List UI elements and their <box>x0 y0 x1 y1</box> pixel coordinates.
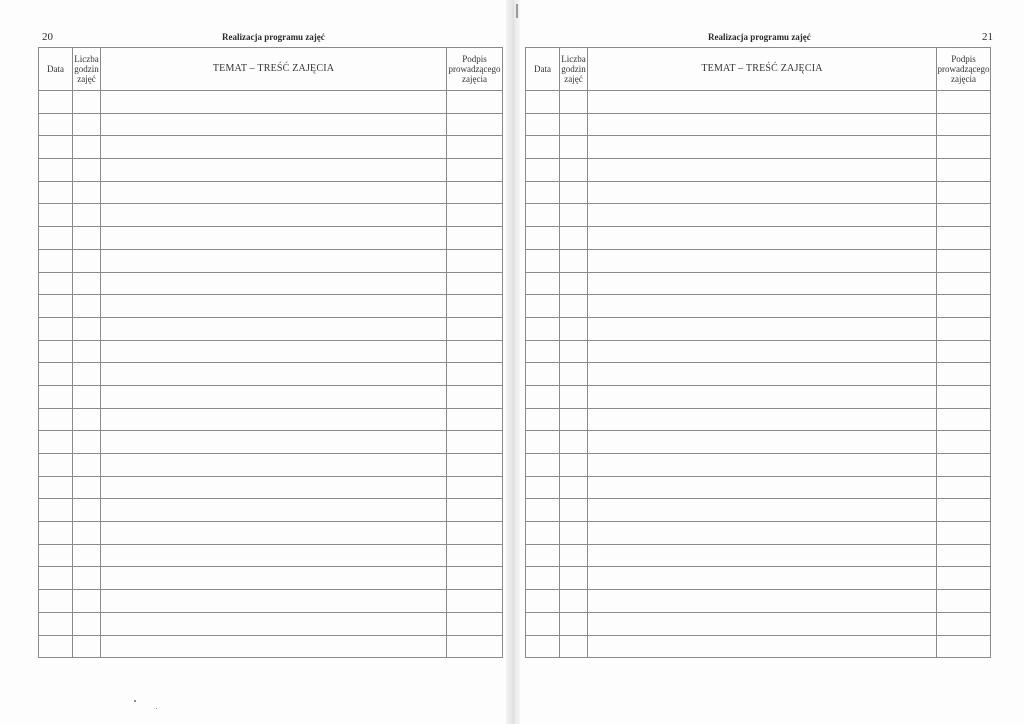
hours-cell <box>73 363 101 386</box>
attendance-table-right <box>525 47 991 658</box>
topic-cell <box>101 91 447 114</box>
date-cell <box>526 181 560 204</box>
table-row <box>39 295 503 318</box>
header-hours-line1: Liczba <box>74 54 99 64</box>
hours-cell <box>560 499 588 522</box>
date-cell <box>526 431 560 454</box>
date-cell <box>526 612 560 635</box>
signature-cell <box>447 136 503 159</box>
date-cell <box>526 363 560 386</box>
table-row <box>39 612 503 635</box>
table-row <box>526 340 991 363</box>
signature-cell <box>447 431 503 454</box>
table-row <box>526 522 991 545</box>
header-date-label: Data <box>534 64 551 74</box>
topic-cell <box>588 612 937 635</box>
table-row <box>39 136 503 159</box>
topic-cell <box>588 363 937 386</box>
topic-cell <box>101 454 447 477</box>
date-cell <box>39 612 73 635</box>
header-sign-line2: prowadzącego <box>448 64 501 74</box>
topic-cell <box>588 522 937 545</box>
table-row <box>526 590 991 613</box>
hours-cell <box>560 340 588 363</box>
date-cell <box>526 295 560 318</box>
signature-cell <box>937 635 991 658</box>
topic-cell <box>101 204 447 227</box>
table-row <box>39 476 503 499</box>
header-topic-label: TEMAT – TREŚĆ ZAJĘCIA <box>701 63 823 74</box>
header-sign-line2: prowadzącego <box>937 64 990 74</box>
topic-cell <box>588 204 937 227</box>
table-row <box>526 544 991 567</box>
date-cell <box>526 113 560 136</box>
date-cell <box>526 91 560 114</box>
table-row <box>526 181 991 204</box>
hours-cell <box>73 227 101 250</box>
topic-cell <box>101 544 447 567</box>
signature-cell <box>937 363 991 386</box>
signature-cell <box>937 249 991 272</box>
table-row <box>39 522 503 545</box>
date-cell <box>39 363 73 386</box>
hours-cell <box>73 272 101 295</box>
table-row <box>39 385 503 408</box>
signature-cell <box>447 295 503 318</box>
hours-cell <box>560 612 588 635</box>
topic-cell <box>588 136 937 159</box>
date-cell <box>39 454 73 477</box>
table-row <box>526 567 991 590</box>
right-page <box>520 0 1024 724</box>
date-cell <box>526 317 560 340</box>
topic-cell <box>588 249 937 272</box>
signature-cell <box>447 567 503 590</box>
topic-cell <box>588 454 937 477</box>
table-row <box>39 227 503 250</box>
column-header-topic <box>588 48 937 91</box>
table-row <box>526 204 991 227</box>
date-cell <box>526 385 560 408</box>
header-date-label: Data <box>47 64 64 74</box>
hours-cell <box>560 408 588 431</box>
signature-cell <box>937 317 991 340</box>
table-row <box>39 113 503 136</box>
hours-cell <box>560 567 588 590</box>
table-row <box>39 454 503 477</box>
signature-cell <box>937 181 991 204</box>
topic-cell <box>101 295 447 318</box>
date-cell <box>39 295 73 318</box>
table-row <box>39 499 503 522</box>
date-cell <box>526 159 560 182</box>
table-row <box>39 567 503 590</box>
topic-cell <box>101 590 447 613</box>
signature-cell <box>447 590 503 613</box>
header-sign-line1: Podpis <box>951 54 976 64</box>
topic-cell <box>101 159 447 182</box>
hours-cell <box>73 340 101 363</box>
hours-cell <box>73 159 101 182</box>
signature-cell <box>937 295 991 318</box>
signature-cell <box>937 522 991 545</box>
date-cell <box>39 227 73 250</box>
hours-cell <box>560 363 588 386</box>
hours-cell <box>560 113 588 136</box>
attendance-table-left <box>38 47 503 658</box>
date-cell <box>39 249 73 272</box>
signature-cell <box>447 181 503 204</box>
signature-cell <box>447 249 503 272</box>
signature-cell <box>937 499 991 522</box>
date-cell <box>526 136 560 159</box>
topic-cell <box>588 476 937 499</box>
table-row <box>39 363 503 386</box>
hours-cell <box>560 635 588 658</box>
table-row <box>39 590 503 613</box>
table-row <box>39 249 503 272</box>
column-header-topic <box>101 48 447 91</box>
date-cell <box>526 408 560 431</box>
topic-cell <box>588 431 937 454</box>
date-cell <box>39 272 73 295</box>
header-hours-line2: godzin <box>74 64 99 74</box>
table-row <box>526 227 991 250</box>
topic-cell <box>588 590 937 613</box>
topic-cell <box>101 408 447 431</box>
date-cell <box>526 544 560 567</box>
topic-cell <box>588 295 937 318</box>
topic-cell <box>101 476 447 499</box>
paper-speck <box>134 700 136 702</box>
table-header-row <box>526 48 991 91</box>
hours-cell <box>73 204 101 227</box>
table-row <box>39 431 503 454</box>
header-hours-line1: Liczba <box>561 54 586 64</box>
date-cell <box>526 249 560 272</box>
hours-cell <box>73 612 101 635</box>
hours-cell <box>560 272 588 295</box>
hours-cell <box>560 544 588 567</box>
topic-cell <box>101 522 447 545</box>
column-header-date <box>526 48 560 91</box>
topic-cell <box>101 181 447 204</box>
table-row <box>526 408 991 431</box>
signature-cell <box>937 590 991 613</box>
header-hours-line2: godzin <box>561 64 586 74</box>
signature-cell <box>937 159 991 182</box>
signature-cell <box>447 363 503 386</box>
date-cell <box>39 590 73 613</box>
date-cell <box>39 204 73 227</box>
signature-cell <box>447 544 503 567</box>
signature-cell <box>447 91 503 114</box>
table-row <box>526 431 991 454</box>
hours-cell <box>560 476 588 499</box>
table-row <box>39 159 503 182</box>
date-cell <box>39 522 73 545</box>
date-cell <box>39 159 73 182</box>
hours-cell <box>560 522 588 545</box>
topic-cell <box>588 635 937 658</box>
date-cell <box>526 522 560 545</box>
signature-cell <box>447 408 503 431</box>
date-cell <box>526 590 560 613</box>
topic-cell <box>588 408 937 431</box>
hours-cell <box>73 499 101 522</box>
hours-cell <box>560 227 588 250</box>
date-cell <box>39 113 73 136</box>
table-row <box>526 159 991 182</box>
date-cell <box>39 91 73 114</box>
page-number-right: 21 <box>982 31 993 43</box>
signature-cell <box>447 522 503 545</box>
table-row <box>526 113 991 136</box>
table-row <box>526 635 991 658</box>
topic-cell <box>588 272 937 295</box>
signature-cell <box>447 340 503 363</box>
header-hours-line3: zajęć <box>564 74 583 84</box>
hours-cell <box>73 385 101 408</box>
table-row <box>39 544 503 567</box>
date-cell <box>39 136 73 159</box>
hours-cell <box>560 181 588 204</box>
signature-cell <box>937 544 991 567</box>
table-row <box>39 408 503 431</box>
binding-gutter <box>506 0 520 724</box>
date-cell <box>526 635 560 658</box>
date-cell <box>526 340 560 363</box>
date-cell <box>526 454 560 477</box>
hours-cell <box>73 408 101 431</box>
date-cell <box>526 476 560 499</box>
date-cell <box>39 635 73 658</box>
hours-cell <box>73 295 101 318</box>
hours-cell <box>560 431 588 454</box>
table-row <box>39 317 503 340</box>
signature-cell <box>447 385 503 408</box>
signature-cell <box>937 91 991 114</box>
running-head-right: Realizacja programu zajęć <box>708 32 811 42</box>
signature-cell <box>937 567 991 590</box>
hours-cell <box>73 590 101 613</box>
hours-cell <box>73 317 101 340</box>
hours-cell <box>73 522 101 545</box>
hours-cell <box>560 590 588 613</box>
topic-cell <box>101 363 447 386</box>
signature-cell <box>937 340 991 363</box>
hours-cell <box>73 476 101 499</box>
page-number-left: 20 <box>42 31 53 43</box>
signature-cell <box>937 204 991 227</box>
date-cell <box>39 317 73 340</box>
table-row <box>39 204 503 227</box>
signature-cell <box>937 136 991 159</box>
topic-cell <box>101 385 447 408</box>
topic-cell <box>588 113 937 136</box>
hours-cell <box>560 249 588 272</box>
topic-cell <box>101 635 447 658</box>
signature-cell <box>447 499 503 522</box>
table-row <box>526 317 991 340</box>
signature-cell <box>937 272 991 295</box>
date-cell <box>526 567 560 590</box>
topic-cell <box>588 159 937 182</box>
date-cell <box>39 431 73 454</box>
column-header-hours <box>73 48 101 91</box>
signature-cell <box>447 454 503 477</box>
header-sign-line3: zajęcia <box>462 74 487 84</box>
topic-cell <box>101 317 447 340</box>
signature-cell <box>937 612 991 635</box>
date-cell <box>39 567 73 590</box>
hours-cell <box>73 91 101 114</box>
table-row <box>526 454 991 477</box>
topic-cell <box>588 181 937 204</box>
hours-cell <box>560 317 588 340</box>
date-cell <box>526 204 560 227</box>
hours-cell <box>73 544 101 567</box>
date-cell <box>39 340 73 363</box>
signature-cell <box>937 408 991 431</box>
hours-cell <box>560 159 588 182</box>
header-hours-line3: zajęć <box>77 74 96 84</box>
table-row <box>39 340 503 363</box>
signature-cell <box>937 385 991 408</box>
table-row <box>526 136 991 159</box>
signature-cell <box>937 431 991 454</box>
table-row <box>39 635 503 658</box>
topic-cell <box>588 544 937 567</box>
table-row <box>526 272 991 295</box>
hours-cell <box>73 113 101 136</box>
hours-cell <box>73 136 101 159</box>
hours-cell <box>560 204 588 227</box>
topic-cell <box>588 317 937 340</box>
signature-cell <box>447 227 503 250</box>
header-sign-line1: Podpis <box>462 54 487 64</box>
signature-cell <box>447 159 503 182</box>
signature-cell <box>937 113 991 136</box>
signature-cell <box>937 227 991 250</box>
topic-cell <box>101 136 447 159</box>
table-row <box>526 385 991 408</box>
table-row <box>526 295 991 318</box>
column-header-date <box>39 48 73 91</box>
signature-cell <box>447 113 503 136</box>
signature-cell <box>447 635 503 658</box>
table-body-right <box>526 91 991 658</box>
running-head-left: Realizacja programu zajęć <box>222 32 325 42</box>
topic-cell <box>101 113 447 136</box>
date-cell <box>526 499 560 522</box>
table-row <box>39 181 503 204</box>
signature-cell <box>937 476 991 499</box>
table-row <box>526 91 991 114</box>
column-header-signature <box>447 48 503 91</box>
topic-cell <box>101 227 447 250</box>
date-cell <box>526 227 560 250</box>
hours-cell <box>560 91 588 114</box>
hours-cell <box>73 635 101 658</box>
date-cell <box>39 385 73 408</box>
topic-cell <box>101 272 447 295</box>
signature-cell <box>447 476 503 499</box>
hours-cell <box>73 567 101 590</box>
topic-cell <box>588 499 937 522</box>
column-header-signature <box>937 48 991 91</box>
signature-cell <box>447 204 503 227</box>
date-cell <box>39 181 73 204</box>
hours-cell <box>560 385 588 408</box>
topic-cell <box>101 612 447 635</box>
topic-cell <box>588 227 937 250</box>
table-row <box>39 272 503 295</box>
date-cell <box>39 544 73 567</box>
hours-cell <box>560 136 588 159</box>
table-row <box>526 612 991 635</box>
header-sign-line3: zajęcia <box>951 74 976 84</box>
topic-cell <box>101 249 447 272</box>
hours-cell <box>560 295 588 318</box>
table-row <box>526 499 991 522</box>
left-page <box>0 0 506 724</box>
hours-cell <box>73 249 101 272</box>
topic-cell <box>588 567 937 590</box>
hours-cell <box>560 454 588 477</box>
column-header-hours <box>560 48 588 91</box>
topic-cell <box>588 91 937 114</box>
table-row <box>526 476 991 499</box>
date-cell <box>39 408 73 431</box>
topic-cell <box>101 499 447 522</box>
signature-cell <box>447 272 503 295</box>
date-cell <box>526 272 560 295</box>
signature-cell <box>447 317 503 340</box>
topic-cell <box>588 340 937 363</box>
hours-cell <box>73 181 101 204</box>
date-cell <box>39 476 73 499</box>
table-header-row <box>39 48 503 91</box>
table-body-left <box>39 91 503 658</box>
hours-cell <box>73 454 101 477</box>
paper-speck <box>156 708 157 709</box>
topic-cell <box>101 431 447 454</box>
topic-cell <box>101 567 447 590</box>
topic-cell <box>101 340 447 363</box>
table-row <box>526 363 991 386</box>
topic-cell <box>588 385 937 408</box>
table-row <box>526 249 991 272</box>
header-topic-label: TEMAT – TREŚĆ ZAJĘCIA <box>212 63 335 74</box>
binding-mark <box>516 4 518 18</box>
table-row <box>39 91 503 114</box>
signature-cell <box>937 454 991 477</box>
signature-cell <box>447 612 503 635</box>
hours-cell <box>73 431 101 454</box>
date-cell <box>39 499 73 522</box>
